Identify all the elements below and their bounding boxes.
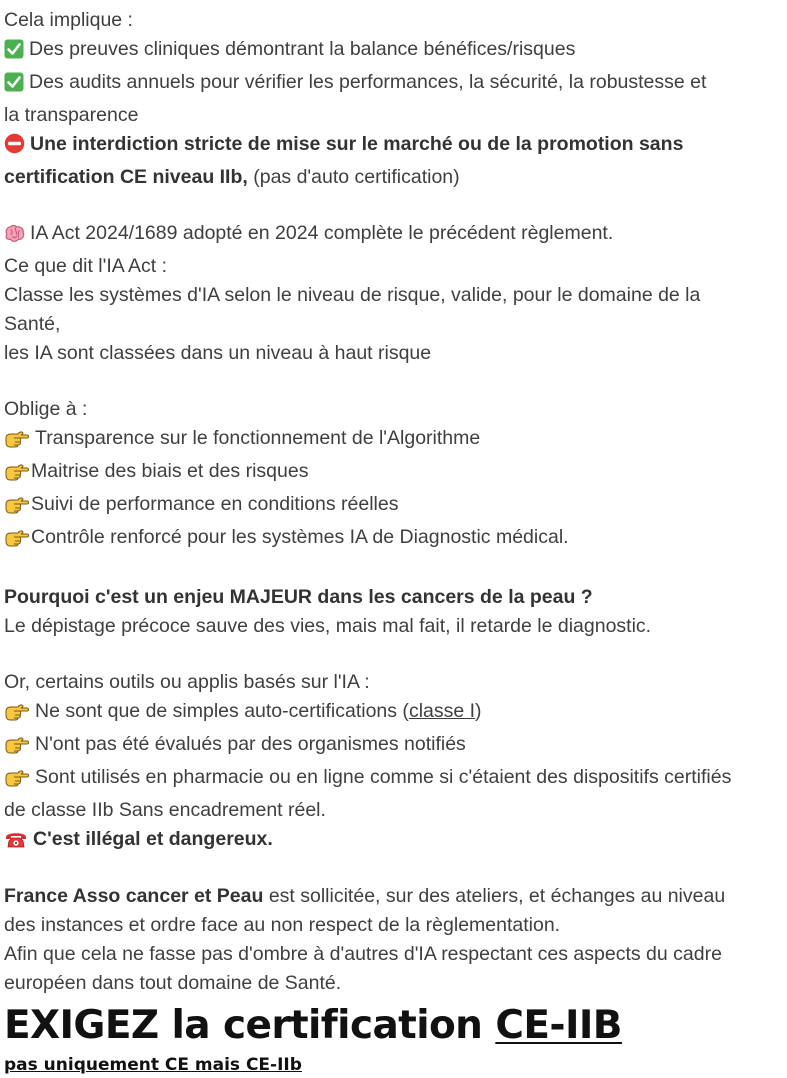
cta-headline: EXIGEZ la certification CE-IIB bbox=[4, 1003, 622, 1048]
document bbox=[4, 6, 782, 1078]
check-mark-icon bbox=[4, 39, 24, 68]
cta-headline-underlined: CE-IIB bbox=[495, 1003, 622, 1048]
ban-line-continuation bbox=[4, 163, 782, 192]
list-item bbox=[4, 730, 782, 763]
intro-item-text: Des audits annuels pour vérifier les performances, la sécurité, la robustesse et bbox=[29, 71, 707, 93]
ban-bold-text: Une interdiction stricte de mise sur le marché ou de la promotion sans bbox=[30, 133, 684, 155]
pointing-right-icon bbox=[4, 428, 30, 457]
warning-text: C'est illégal et dangereux. bbox=[33, 828, 273, 850]
no-entry-icon bbox=[4, 133, 25, 163]
pointing-right-icon bbox=[4, 701, 30, 730]
ban-line bbox=[4, 130, 782, 163]
list-item bbox=[4, 35, 782, 68]
list-item bbox=[4, 424, 782, 457]
ban-bold-text: certification CE niveau IIb, bbox=[4, 166, 248, 188]
ia-act-says: Ce que dit l'IA Act : bbox=[4, 255, 168, 277]
list-item bbox=[4, 523, 782, 556]
list-item bbox=[4, 68, 782, 101]
why-question: Pourquoi c'est un enjeu MAJEUR dans les cancers de la peau ? bbox=[4, 586, 593, 608]
ban-note: (pas d'auto certification) bbox=[253, 166, 460, 188]
ia-act-line: Santé, bbox=[4, 313, 61, 335]
classe-i-link[interactable]: classe I bbox=[408, 700, 476, 722]
asso-line: des instances et ordre face au non respect de la règlementation. bbox=[4, 914, 561, 936]
intro-item-continuation: la transparence bbox=[4, 104, 139, 126]
obligation-text: Suivi de performance en conditions réelles bbox=[31, 493, 399, 515]
ia-act-title bbox=[4, 219, 782, 252]
warning-line bbox=[4, 825, 782, 858]
asso-name: France Asso cancer et Peau bbox=[4, 885, 264, 907]
ia-act-title-text: IA Act 2024/1689 adopté en 2024 complète le précédent règlement. bbox=[30, 222, 614, 244]
pointing-right-icon bbox=[4, 494, 30, 523]
tools-item-text: N'ont pas été évalués par des organismes notifiés bbox=[35, 733, 466, 755]
tools-item-text: ) bbox=[475, 700, 482, 722]
intro-lead: Cela implique : bbox=[4, 9, 133, 31]
tools-item-text: Sont utilisés en pharmacie ou en ligne comme si c'étaient des dispositifs certifiés bbox=[35, 766, 732, 788]
tools-lead: Or, certains outils ou applis basés sur l'IA : bbox=[4, 671, 370, 693]
brain-icon bbox=[4, 223, 25, 252]
list-item bbox=[4, 763, 782, 796]
asso-line: européen dans tout domaine de Santé. bbox=[4, 972, 342, 994]
ia-act-line: Classe les systèmes d'IA selon le niveau de risque, valide, pour le domaine de la bbox=[4, 284, 701, 306]
ia-act-line: les IA sont classées dans un niveau à haut risque bbox=[4, 342, 432, 364]
list-item bbox=[4, 457, 782, 490]
list-item bbox=[4, 490, 782, 523]
cta-subheading: pas uniquement CE mais CE-IIb bbox=[4, 1055, 302, 1075]
why-answer: Le dépistage précoce sauve des vies, mais mal fait, il retarde le diagnostic. bbox=[4, 615, 652, 637]
pointing-right-icon bbox=[4, 767, 30, 796]
asso-line: Afin que cela ne fasse pas d'ombre à d'autres d'IA respectant ces aspects du cadre bbox=[4, 943, 722, 965]
check-mark-icon bbox=[4, 72, 24, 101]
telephone-icon bbox=[4, 829, 28, 858]
list-item bbox=[4, 697, 782, 730]
obligation-text: Maitrise des biais et des risques bbox=[31, 460, 309, 482]
pointing-right-icon bbox=[4, 527, 30, 556]
pointing-right-icon bbox=[4, 734, 30, 763]
asso-text: est sollicitée, sur des ateliers, et échanges au niveau bbox=[263, 885, 726, 907]
tools-item-continuation: de classe IIb Sans encadrement réel. bbox=[4, 799, 326, 821]
tools-item-text: Ne sont que de simples auto-certifications ( bbox=[35, 700, 409, 722]
intro-item-text: Des preuves cliniques démontrant la balance bénéfices/risques bbox=[29, 38, 576, 60]
obligation-text: Transparence sur le fonctionnement de l'Algorithme bbox=[35, 427, 481, 449]
obligation-text: Contrôle renforcé pour les systèmes IA de Diagnostic médical. bbox=[31, 526, 569, 548]
asso-line bbox=[4, 882, 782, 911]
obligations-lead: Oblige à : bbox=[4, 398, 88, 420]
pointing-right-icon bbox=[4, 461, 30, 490]
